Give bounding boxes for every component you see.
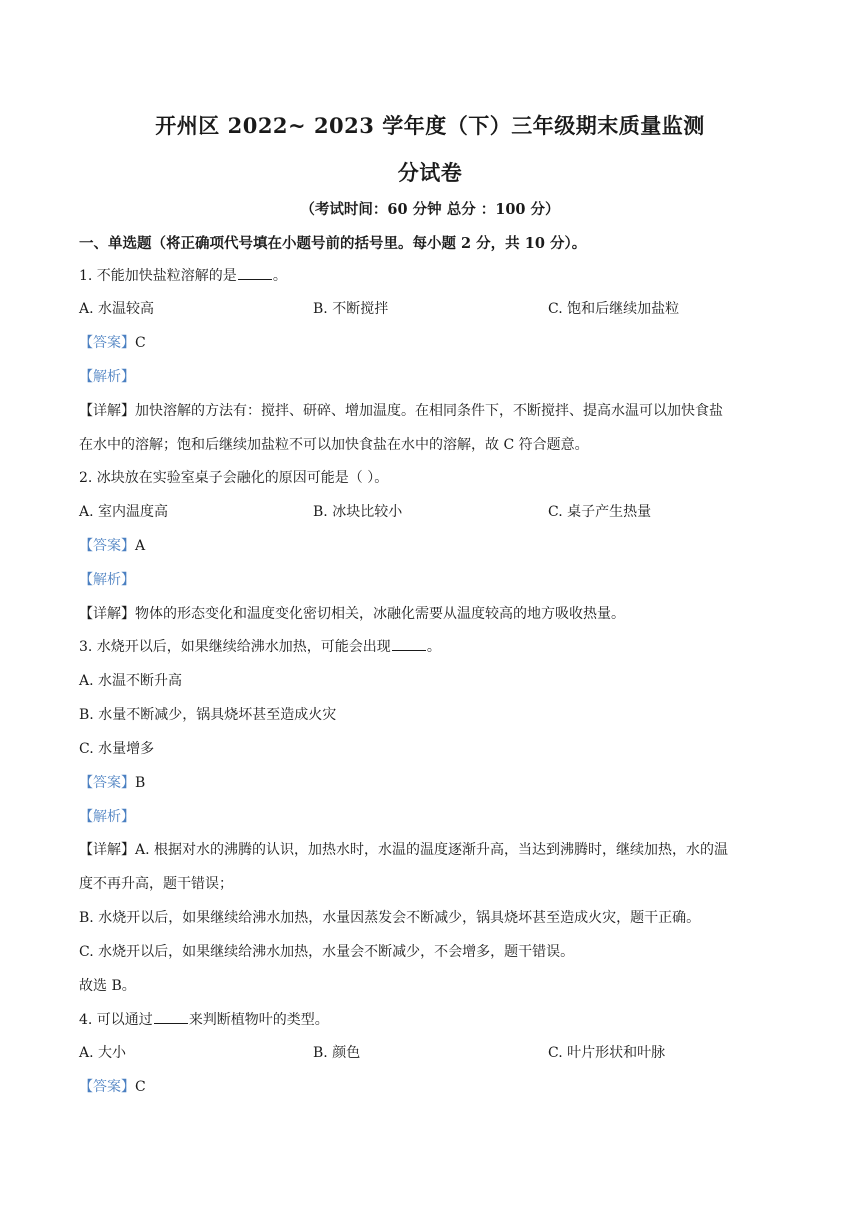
question-2-answer: 【答案】A xyxy=(79,538,146,554)
question-1-detail-line-2: 在水中的溶解；饱和后继续加盐粒不可以加快食盐在水中的溶解，故 C 符合题意。 xyxy=(79,437,589,453)
question-3-detail-line-1: 【详解】A. 根据对水的沸腾的认识，加热水时，水温的温度逐渐升高，当达到沸腾时，继续加热，水的温 xyxy=(79,842,729,858)
detail-tag: 【详解】 xyxy=(79,606,135,622)
question-2-analysis-tag: 【解析】 xyxy=(79,572,135,588)
question-3-option-c: C. 水量增多 xyxy=(79,741,155,757)
section-heading: 一、单选题（将正确项代号填在小题号前的括号里。每小题 2 分，共 10 分）。 xyxy=(79,235,587,252)
detail-tag: 【详解】 xyxy=(79,842,135,858)
exam-info: （考试时间：60 分钟 总分 ：100 分） xyxy=(300,201,560,218)
question-1-option-c: C. 饱和后继续加盐粒 xyxy=(548,301,680,317)
question-4-answer: 【答案】C xyxy=(79,1079,146,1095)
document-title: 开州区 2022~ 2023 学年度（下）三年级期末质量监测 xyxy=(155,113,705,138)
question-3-detail-line-2: 度不再升高，题干错误； xyxy=(79,876,233,892)
question-2-option-b: B. 冰块比较小 xyxy=(313,504,403,520)
question-3-option-a: A. 水温不断升高 xyxy=(79,673,183,689)
question-1-option-b: B. 不断搅拌 xyxy=(313,301,389,317)
answer-tag: 【答案】 xyxy=(79,775,135,791)
question-3-option-b: B. 水量不断减少，锅具烧坏甚至造成火灾 xyxy=(79,707,337,723)
question-2-stem: 2. 冰块放在实验室桌子会融化的原因可能是（ ）。 xyxy=(79,470,389,486)
question-4-option-c: C. 叶片形状和叶脉 xyxy=(548,1045,666,1061)
answer-blank xyxy=(238,267,272,280)
question-1-detail-line-1: 【详解】加快溶解的方法有：搅拌、研碎、增加温度。在相同条件下，不断搅拌、提高水温可以加快食盐 xyxy=(79,403,723,419)
question-3-detail-line-4: C. 水烧开以后，如果继续给沸水加热，水量会不断减少，不会增多，题干错误。 xyxy=(79,944,575,960)
question-1-option-a: A. 水温较高 xyxy=(79,301,155,317)
detail-tag: 【详解】 xyxy=(79,403,135,419)
answer-tag: 【答案】 xyxy=(79,538,135,554)
question-4-stem: 4. 可以通过 来判断植物叶的类型。 xyxy=(79,1012,329,1028)
answer-blank xyxy=(392,638,426,651)
question-3-stem: 3. 水烧开以后，如果继续给沸水加热，可能会出现 。 xyxy=(79,639,441,655)
question-1-analysis-tag: 【解析】 xyxy=(79,369,135,385)
question-4-option-a: A. 大小 xyxy=(79,1045,127,1061)
answer-tag: 【答案】 xyxy=(79,335,135,351)
question-1-answer: 【答案】C xyxy=(79,335,146,351)
question-2-option-a: A. 室内温度高 xyxy=(79,504,169,520)
question-3-analysis-tag: 【解析】 xyxy=(79,809,135,825)
question-2-detail-line-1: 【详解】物体的形态变化和温度变化密切相关，冰融化需要从温度较高的地方吸收热量。 xyxy=(79,606,625,622)
answer-blank xyxy=(154,1011,188,1024)
question-3-detail-line-5: 故选 B。 xyxy=(79,978,136,994)
document-subtitle: 分试卷 xyxy=(397,160,463,185)
question-4-option-b: B. 颜色 xyxy=(313,1045,361,1061)
question-2-option-c: C. 桌子产生热量 xyxy=(548,504,652,520)
question-3-detail-line-3: B. 水烧开以后，如果继续给沸水加热，水量因蒸发会不断减少，锅具烧坏甚至造成火灾，题干正确。 xyxy=(79,910,701,926)
question-1-stem: 1. 不能加快盐粒溶解的是 。 xyxy=(79,268,287,284)
question-3-answer: 【答案】B xyxy=(79,775,146,791)
answer-tag: 【答案】 xyxy=(79,1079,135,1095)
